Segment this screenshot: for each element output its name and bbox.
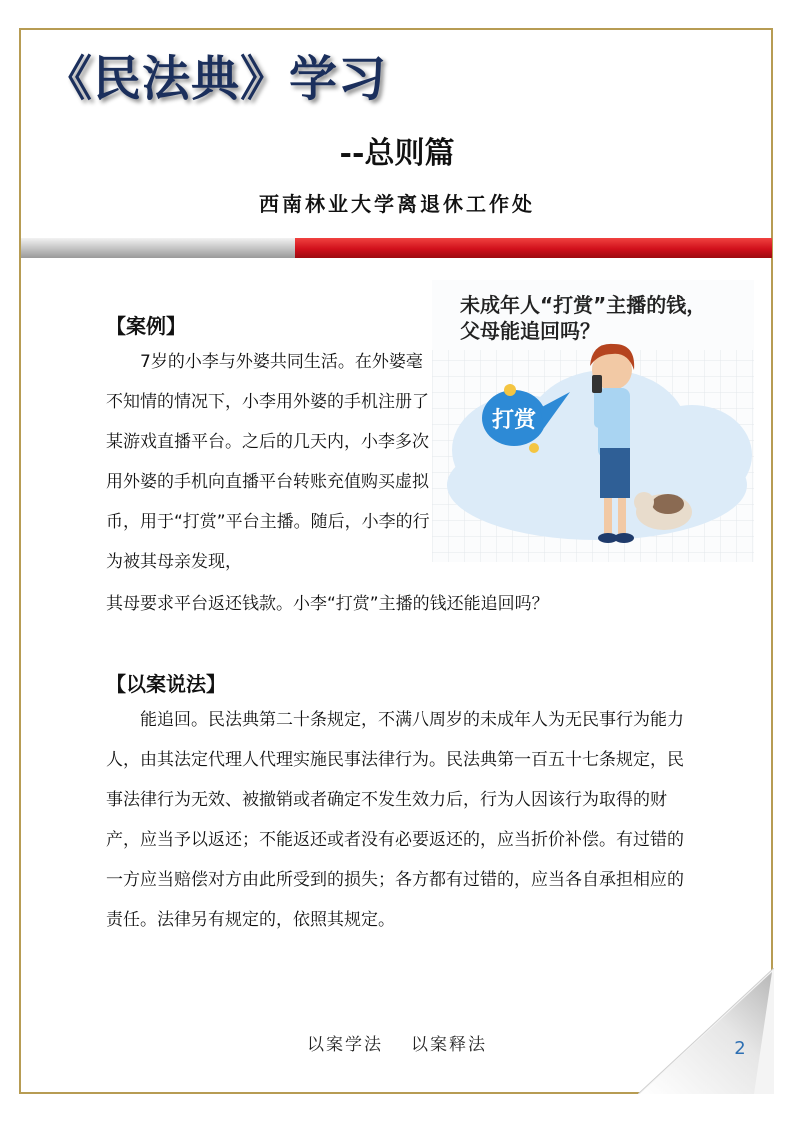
illustration-title-line1: 未成年人“打赏”主播的钱，: [460, 293, 707, 317]
divider-bar-red: [295, 238, 772, 258]
coin-icon: [529, 443, 539, 453]
explanation-text: 能追回。民法典第二十条规定，不满八周岁的未成年人为无民事行为能力人，由其法定代理人代理实施民事法律行为。民法典第一百五十七条规定，民事法律行为无效、被撤销或者确定不发生效力后，行为人因该行为取得的财产，应当予以返还；不能返还或者没有必要返还的，应当折价补偿。有过错的一方应当赔偿对方由此所受到的损失；各方都有过错的，应当各自承担相应的责任。法律另有规定的，依照其规定。: [106, 710, 684, 930]
slogan-left: 以案学法: [307, 1035, 383, 1055]
slogan-right: 以案释法: [411, 1035, 487, 1055]
bubble-text: 打赏: [491, 408, 537, 433]
page-number: 2: [734, 1038, 746, 1059]
page-curl-corner: [638, 968, 774, 1094]
page-title: 《民法典》学习: [44, 51, 388, 107]
organization-name: 西南林业大学离退休工作处: [259, 192, 535, 216]
divider-bar-gray: [21, 238, 295, 258]
case-heading: 【案例】: [106, 314, 186, 338]
case-last-line: 其母要求平台返还钱款。小李“打赏”主播的钱还能追回吗？: [106, 594, 549, 614]
case-paragraph: [106, 342, 431, 582]
page-subtitle: --总则篇: [339, 136, 455, 171]
explanation-heading: 【以案说法】: [106, 672, 226, 696]
coin-icon: [504, 384, 516, 396]
illustration-image: [432, 280, 754, 562]
case-text: 7岁的小李与外婆共同生活。在外婆毫不知情的情况下，小李用外婆的手机注册了某游戏直播平台。之后的几天内，小李多次用外婆的手机向直播平台转账充值购买虚拟币，用于“打赏”平台主播。随后，小李的行为被其母亲发现，: [106, 352, 430, 572]
explanation-paragraph: [106, 700, 686, 940]
illustration-title-line2: 父母能追回吗？: [460, 319, 600, 343]
